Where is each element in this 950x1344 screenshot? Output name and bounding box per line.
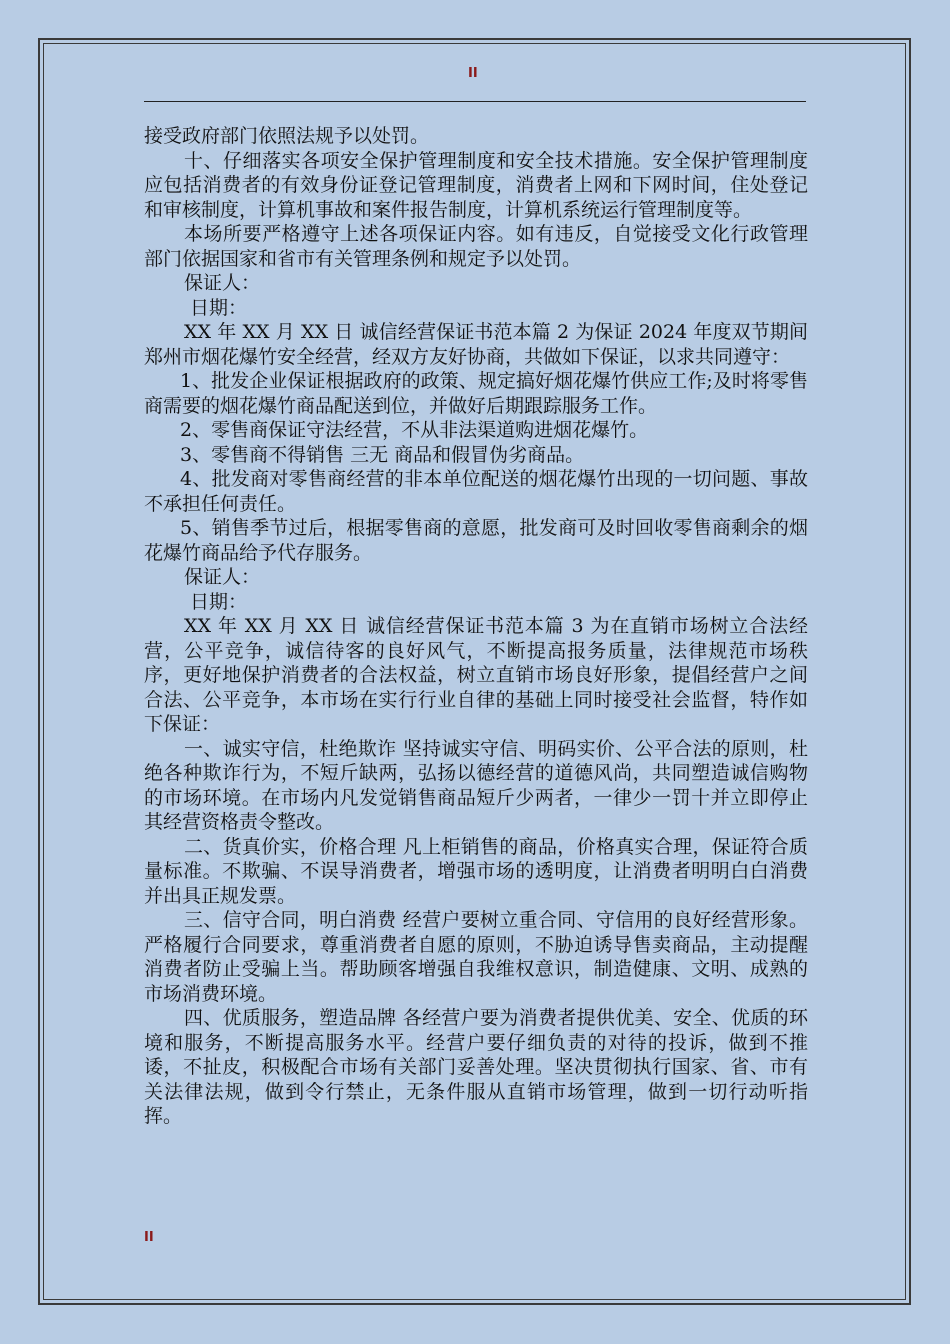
date-label: 日期： [190,296,248,319]
footer-mark: II [144,1230,154,1245]
paragraph: 四、优质服务，塑造品牌 各经营户要为消费者提供优美、安全、优质的环境和服务，不断提高服务水平。经营户要仔细负责的对待的投诉，做到不推诿，不扯皮，积极配合市场有关部门妥善处理。坚决贯彻执行国家、省、市有关法律法规，做到令行禁止，无条件服从直销市场管理，做到一切行动听指挥。 [144,1007,808,1127]
paragraph: XX 年 XX 月 XX 日 诚信经营保证书范本篇 2 为保证 2024 年度双节期间郑州市烟花爆竹安全经营，经双方友好协商，共做如下保证，以求共同遵守： [144,321,808,368]
document-body [144,124,808,1129]
paragraph: 三、信守合同，明白消费 经营户要树立重合同、守信用的良好经营形象。严格履行合同要求，尊重消费者自愿的原则，不胁迫诱导售卖商品，主动提醒消费者防止受骗上当。帮助顾客增强自我维权意识，制造健康、文明、成熟的市场消费环境。 [144,909,808,1005]
paragraph: 二、货真价实，价格合理 凡上柜销售的商品，价格真实合理，保证符合质量标准。不欺骗、不误导消费者，增强市场的透明度，让消费者明明白白消费并出具正规发票。 [144,835,808,907]
paragraph: XX 年 XX 月 XX 日 诚信经营保证书范本篇 3 为在直销市场树立合法经营，公平竞争，诚信待客的良好风气，不断提高报务质量，法律规范市场秩序，更好地保护消费者的合法权益，树立直销市场良好形象，提倡经营户之间合法、公平竞争，本市场在实行行业自律的基础上同时接受社会监督，特作如下保证： [144,615,808,735]
paragraph: 接受政府部门依照法规予以处罚。 [144,125,430,147]
list-item: 4、批发商对零售商经营的非本单位配送的烟花爆竹出现的一切问题、事故不承担任何责任。 [144,468,808,515]
paragraph: 一、诚实守信，杜绝欺诈 坚持诚实守信、明码实价、公平合法的原则，杜绝各种欺诈行为，不短斤缺两，弘扬以德经营的道德风尚，共同塑造诚信购物的市场环境。在市场内凡发觉销售商品短斤少两者，一律少一罚十并立即停止其经营资格责令整改。 [144,737,808,833]
guarantor-label: 保证人： [184,566,261,588]
list-item: 1、批发企业保证根据政府的政策、规定搞好烟花爆竹供应工作;及时将零售商需要的烟花爆竹商品配送到位，并做好后期跟踪服务工作。 [144,370,808,417]
list-item: 3、零售商不得销售 三无 商品和假冒伪劣商品。 [180,443,585,466]
list-item: 2、零售商保证守法经营，不从非法渠道购进烟花爆竹。 [180,419,649,441]
paragraph: 本场所要严格遵守上述各项保证内容。如有违反，自觉接受文化行政管理部门依据国家和省市有关管理条例和规定予以处罚。 [144,223,808,270]
date-label: 日期： [190,590,248,613]
guarantor-label: 保证人： [184,272,261,294]
paragraph: 十、仔细落实各项安全保护管理制度和安全技术措施。安全保护管理制度应包括消费者的有效身份证登记管理制度，消费者上网和下网时间，住处登记和审核制度，计算机事故和案件报告制度，计算机系统运行管理制度等。 [144,149,808,221]
header-mark: II [468,66,478,81]
header-rule [144,101,806,102]
list-item: 5、销售季节过后，根据零售商的意愿，批发商可及时回收零售商剩余的烟花爆竹商品给予代存服务。 [144,517,808,564]
